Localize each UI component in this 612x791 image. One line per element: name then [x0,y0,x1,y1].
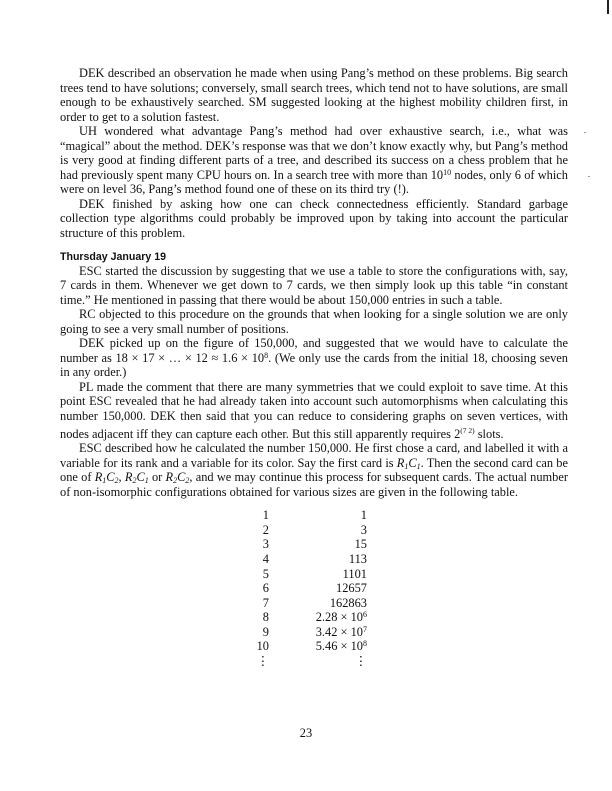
page-edge-mark [607,0,609,14]
math-r1c2: $R_1C_2$ [94,470,119,486]
paragraph-rc-objected: RC objected to this procedure on the grounds that when looking for a single solution we are only going to see a very small number of positions. [60,307,568,336]
table-row: 1 1 [262,508,367,523]
paragraph-uh-wondered: UH wondered what advantage Pang’s method had over exhaustive search, i.e., what was “magical” about the method. DEK’s response was that we don’t know exactly why, but Pang’s method is very good at finding different parts of a tree, and described its success on a chess problem that he had previously spent many CPU hours on. In a search tree with more than $10^{10}$ nodes, only 6 of which were on level 36, Pang’s method found one of these on its third try (!). [60,124,568,197]
page-number: 23 [299,726,313,740]
configurations-table [245,508,385,668]
paragraph-dek-observation: DEK described an observation he made when using Pang’s method on these problems. Big search trees tend to have solutions; conversely, small search trees, which tend not to have solutions, are small enough to be exhaustively searched. SM suggested looking at the highest mobility children first, in order to get to a solution fastest. [60,66,568,124]
margin-speck [584,132,586,133]
paragraph-esc-table: ESC started the discussion by suggesting that we use a table to store the configurations with, say, 7 cards in them. Whenever we get down to 7 cards, we then simply look up this table “in constant time.” He mentioned in passing that there would be about 150,000 entries in such a table. [60,263,568,307]
table-row: 5 1101 [262,566,367,581]
document-page-body [60,66,568,668]
table-row: 10 $5.46 \times 10^8$ [256,639,367,654]
paragraph-dek-connectedness: DEK finished by asking how one can check connectedness efficiently. Standard garbage collection type algorithms could probably be improved upon by taking into account the particular structure of this problem. [60,196,568,241]
binomial-exponent: (7 2) [460,425,475,435]
table-row: 2 3 [262,522,367,537]
table-continuation-row [245,654,385,669]
table-row: 3 15 [262,537,367,552]
vertical-ellipsis: ⋮ [354,653,367,668]
paragraph-pl-symmetries: PL made the comment that there are many symmetries that we could exploit to save time. At this point ESC revealed that he had already taken into account such automorphisms when calculating this number 150,000. DEK then said that you can reduce to considering graphs on seven vertices, with nodes adjacent iff they can capture each other. But this still apparently requires $2^{(7 2)}$ slots. [60,379,568,441]
table-row: 8 $2.28 \times 10^6$ [262,610,367,625]
math-r2c2: $R_2C_2$ [165,470,190,486]
vertical-ellipsis: ⋮ [256,653,269,668]
table-row: 6 12657 [262,581,367,596]
margin-speck [588,176,590,177]
table-row: 9 $3.42 \times 10^7$ [262,624,367,639]
paragraph-dek-figure: DEK picked up on the figure of 150,000, and suggested that we would have to calculate the number as 18 × 17 × … × $12 \approx 1.6 \times 10^8$. (We only use the cards from the initial 18, choosing seven in any order.) [60,336,568,380]
table-row: 7 162863 [262,595,367,610]
math-r2c1: $R_2C_1$ [124,470,149,486]
math-r1c1: $R_1C_1$ [396,455,421,471]
paragraph-esc-calculation: ESC described how he calculated the number 150,000. He first chose a card, and labelled it with a variable for its rank and a variable for its color. Say the first card is $R_1C_1$. Then the second card can be one of $R_1C_2$, $R_2C_1$ or $R_2C_2$, and we may continue this process for subsequent cards. The actual number of non-isomorphic configurations obtained for various sizes are given in the following table. [60,441,568,499]
section-heading: Thursday January 19 [60,250,166,263]
table-row: 4 113 [262,551,367,566]
